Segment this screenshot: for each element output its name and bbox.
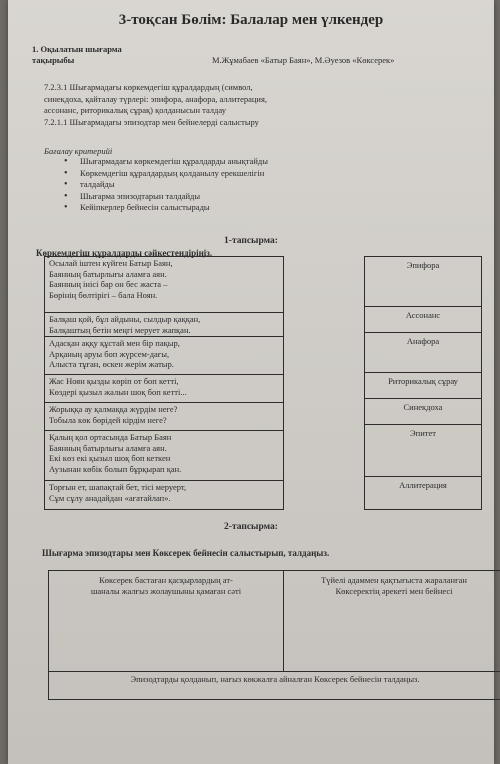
excerpt-line: Баянның батырлығы аламға аян. — [49, 442, 167, 453]
column-header-1 — [49, 575, 283, 597]
excerpt-line: Тобыла көк бөрідей кірдім неге? — [49, 414, 167, 425]
bottom-row-prompt: Эпизодтарды қолданып, нағыз көкжалға айналған Көксерек бейнесін талдаңыз. — [130, 674, 420, 684]
excerpt-line: Бөрінің бөлтірігі – бала Ноян. — [49, 289, 158, 300]
excerpt-line: Торғын ет, шапақтай бет, тісі меруерт, — [49, 482, 187, 492]
excerpt-line: Алыста тұған, өскен жерім жатыр. — [49, 359, 174, 369]
term-cell: Аллитерация — [399, 480, 447, 490]
column-header-2-line-1: Түйелі адаммен қақтығыста жараланған — [321, 575, 467, 585]
column-header-2-line-2: Көксеректің әрекеті мен бейнесі — [335, 586, 453, 596]
criteria-item: • Көркемдегіш құралдардың қолданылу ерекшелігін — [64, 168, 268, 180]
task1-title: 1-тапсырма: — [224, 236, 278, 246]
excerpt-line: Балқаштың бетін меңгі мерует жапқан. — [49, 324, 191, 335]
excerpt-cell — [45, 481, 283, 511]
excerpt-line: Арқаның аруы боп жүрсем-дағы, — [49, 348, 170, 359]
learning-goals — [44, 82, 464, 128]
excerpt-line: Көздері қызыл жалын шоқ боп кетті... — [49, 386, 187, 397]
objective-label-line-2: тақырыбы — [32, 55, 75, 65]
excerpt-line: Осылай іштен күйген Батыр Баян, — [49, 258, 173, 268]
criteria-title: Бағалау критерийі — [44, 146, 113, 156]
goal-line: синекдоха, қайталау түрлері: эпифора, анафора, аллитерация, — [44, 93, 268, 104]
criteria-item-continued: • талдайды — [64, 179, 268, 191]
task2-title: 2-тапсырма: — [224, 522, 278, 532]
criteria-item: • Шығарма эпизодтарын талдайды — [64, 191, 268, 203]
excerpt-line: Екі көз екі қызыл шоқ боп кеткен — [49, 453, 171, 463]
term-cell: Синекдоха — [365, 399, 481, 425]
excerpt-cell — [45, 313, 283, 337]
objective-label-line-1: 1. Оқылатын шығарма — [32, 44, 122, 54]
column-divider — [283, 571, 284, 671]
goal-line: 7.2.3.1 Шығармадағы көркемдегіш құралдардың (символ, — [44, 82, 253, 92]
excerpt-line: Сұм сұлу анадайдан «ағатайлап». — [49, 492, 171, 503]
excerpt-cell — [45, 375, 283, 403]
excerpt-line: Баянның батырлығы аламға аян. — [49, 268, 167, 279]
excerpt-line: Жас Ноян қызды көріп от боп кетті, — [49, 376, 179, 386]
excerpt-cell — [45, 257, 283, 313]
objective-value: М.Жұмабаев «Батыр Баян», М.Әуезов «Көксерек» — [212, 55, 395, 65]
excerpt-line: Қалың қол ортасында Батыр Баян — [49, 432, 172, 442]
excerpt-line: Аузынан көбік болып бұрқырап қан. — [49, 463, 182, 474]
term-cell: Анафора — [365, 333, 481, 373]
excerpt-line: Баянның інісі бар он бес жаста – — [49, 279, 168, 289]
criteria-item: • Кейіпкерлер бейнесін салыстырады — [64, 202, 268, 214]
excerpt-line: Балқаш қой, бұл айдыны, сылдыр қаққан, — [49, 314, 201, 324]
term-cell: Эпитет — [365, 425, 481, 477]
objective-label — [32, 44, 192, 66]
task2-instruction: Шығарма эпизодтары мен Көксерек бейнесін салыстырып, талдаңыз. — [42, 548, 330, 558]
page-title: 3-тоқсан Бөлім: Балалар мен үлкендер — [118, 12, 384, 28]
column-header-2 — [285, 575, 500, 597]
column-header-1-line-2: шаналы жалғыз жолаушыны қамаған сәті — [90, 586, 242, 596]
terms-table — [364, 256, 482, 510]
excerpt-line: Адасқан аққу құстай мен бір пақыр, — [49, 338, 180, 348]
criteria-list — [64, 156, 268, 214]
term-cell: Риторикалық сұрау — [365, 373, 481, 399]
comparison-table — [48, 570, 500, 700]
excerpt-cell — [45, 403, 283, 431]
excerpt-line: Жорыққа ау қалмаққа жүрдім неге? — [49, 404, 178, 414]
worksheet-page — [8, 0, 494, 764]
column-header-1-line-1: Көксерек бастаған қасқырлардың ат- — [99, 575, 233, 585]
excerpt-cell — [45, 337, 283, 375]
goal-line: 7.2.1.1 Шығармадағы эпизодтар мен бейнелерді салыстыру — [44, 116, 259, 127]
excerpts-table — [44, 256, 284, 510]
task1-instruction: Көркемдегіш құралдарды сәйкестендіріңіз. — [36, 248, 213, 258]
term-cell: Ассонанс — [365, 307, 481, 333]
excerpt-cell — [45, 431, 283, 481]
row-divider — [49, 671, 500, 672]
criteria-item: • Шығармадағы көркемдегіш құралдарды анықтайды — [64, 156, 268, 168]
term-cell: Эпифора — [365, 257, 481, 307]
goal-line: ассонанс, риторикалық сұрақ) қолданысын талдау — [44, 105, 226, 115]
